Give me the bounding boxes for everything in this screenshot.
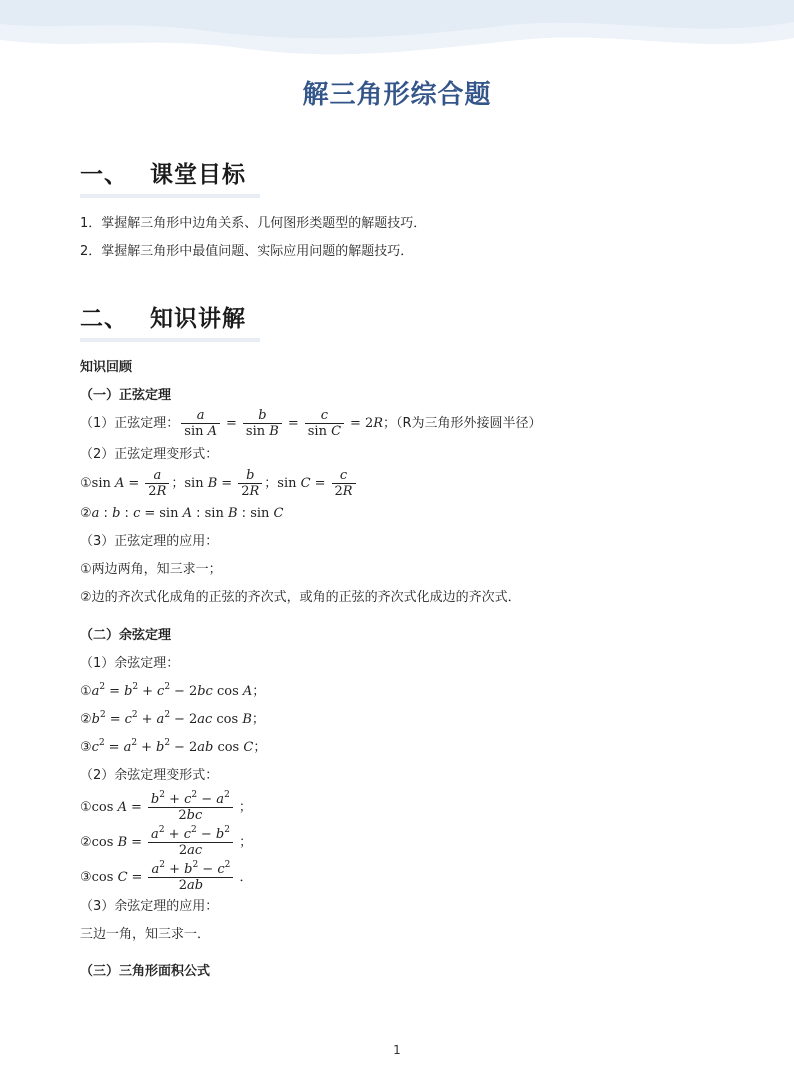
section-underline: [80, 194, 260, 198]
formula-fraction: $\frac{b}{2R}$: [238, 468, 262, 499]
formula-fraction: $\frac{c}{2R}$: [332, 468, 356, 499]
sine-law-application-label: （3）正弦定理的应用：: [80, 534, 219, 549]
cosine-law-heading: （二）余弦定理: [80, 628, 172, 643]
section-heading-goals: [80, 156, 246, 189]
sine-law-variant-1: ①sin A = $\frac{a}{2R}$ ；sin B = $\frac{b}{2R}$ ；sin C = $\frac{c}{2R}$: [80, 468, 358, 499]
header-wave-decoration: [0, 0, 794, 62]
sine-law-statement: （1）正弦定理： $\frac{a}{\text{sin A}}$ = $\frac{b}{\text{sin B}}$ = $\frac{c}{\text{sin C}}$ = 2R；（R为三角形外接圆半径）: [80, 408, 542, 439]
formula-fraction: $\frac{a^2 + c^2 - b^2}{2ac}$: [148, 827, 233, 858]
sine-law-application-1: ①两边两角，知三求一；: [80, 562, 222, 577]
text: ；（R为三角形外接圆半径）: [383, 416, 542, 431]
page-number: 1: [393, 1043, 401, 1057]
goal-item-1: 1．掌握解三角形中边角关系、几何图形类题型的解题技巧．: [80, 216, 427, 231]
cosine-law-formula-a: $①a^2 = b^2 + c^2 - 2bc$ cos A；: [80, 682, 266, 699]
text: （1）正弦定理：: [80, 416, 180, 431]
cosine-law-application-1: 三边一角，知三求一．: [80, 927, 211, 942]
sine-law-variants-label: （2）正弦定理变形式：: [80, 447, 219, 462]
formula-fraction: $\frac{c}{\text{sin C}}$: [305, 408, 344, 439]
cosine-law-label: （1）余弦定理：: [80, 656, 180, 671]
sine-law-heading: （一）正弦定理: [80, 388, 172, 403]
goal-item-2: 2．掌握解三角形中最值问题、实际应用问题的解题技巧．: [80, 244, 414, 259]
sine-law-variant-2: ②a : b : c = sin A : sin B : sin C: [80, 506, 284, 521]
section-number: 二、: [80, 306, 128, 332]
cosine-law-variant-cosC: ③cos C = $\frac{a^2 + b^2 - c^2}{2ab}$ ．: [80, 860, 253, 893]
section-heading-knowledge: [80, 300, 246, 333]
formula-fraction: $\frac{b^2 + c^2 - a^2}{2bc}$: [148, 792, 233, 823]
page-title: 解三角形综合题: [302, 80, 492, 110]
cosine-law-variants-label: （2）余弦定理变形式：: [80, 768, 219, 783]
formula-fraction: $\frac{a}{\text{sin A}}$: [181, 408, 220, 439]
formula-fraction: $\frac{b}{\text{sin B}}$: [243, 408, 282, 439]
section-title: 知识讲解: [150, 306, 246, 332]
formula-fraction: $\frac{a}{2R}$: [145, 468, 169, 499]
section-title: 课堂目标: [150, 162, 246, 188]
knowledge-review-label: 知识回顾: [80, 360, 133, 375]
cosine-law-application-label: （3）余弦定理的应用：: [80, 899, 219, 914]
section-number: 一、: [80, 162, 128, 188]
cosine-law-formula-c: $③c^2 = a^2 + b^2 - 2ab$ cos C；: [80, 738, 267, 755]
cosine-law-variant-cosB: ②cos B = $\frac{a^2 + c^2 - b^2}{2ac}$ ；: [80, 825, 253, 858]
area-formula-heading: （三）三角形面积公式: [80, 964, 211, 979]
cosine-law-formula-b: $②b^2 = c^2 + a^2 - 2ac$ cos B；: [80, 710, 265, 727]
sine-law-application-2: ②边的齐次式化成角的正弦的齐次式，或角的正弦的齐次式化成边的齐次式．: [80, 590, 521, 605]
cosine-law-variant-cosA: ①cos A = $\frac{b^2 + c^2 - a^2}{2bc}$ ；: [80, 790, 252, 823]
formula-fraction: $\frac{a^2 + b^2 - c^2}{2ab}$: [148, 862, 233, 893]
section-underline: [80, 338, 260, 342]
